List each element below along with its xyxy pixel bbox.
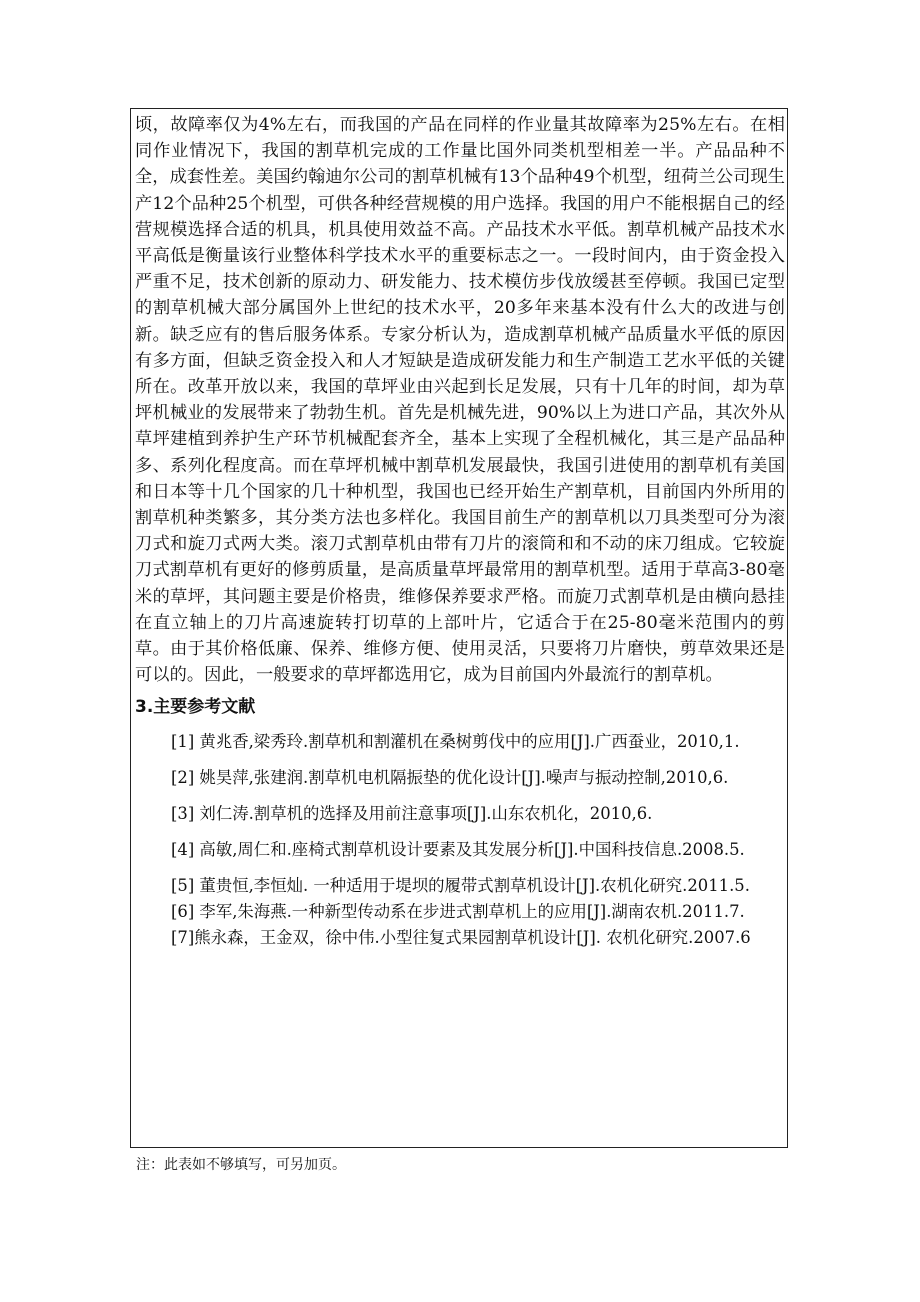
footer-note: 注：此表如不够填写，可另加页。 [136, 1157, 346, 1173]
body-paragraph: 顷，故障率仅为4%左右，而我国的产品在同样的作业量其故障率为25%左右。在相同作业情况下，我国的割草机完成的工作量比国外同类机型相差一半。产品品种不全，成套性差。美国约翰迪尔公司的割草机械有13个品种49个机型，纽荷兰公司现生产12个品种25个机型，可供各种经营规模的用户选择。我国的用户不能根据自己的经营规模选择合适的机具，机具使用效益不高。产品技术水平低。割草机械产品技术水平高低是衡量该行业整体科学技术水平的重要标志之一。一段时间内，由于资金投入严重不足，技术创新的原动力、研发能力、技术模仿步伐放缓甚至停顿。我国已定型的割草机械大部分属国外上世纪的技术水平，20多年来基本没有什么大的改进与创新。缺乏应有的售后服务体系。专家分析认为，造成割草机械产品质量水平低的原因有多方面，但缺乏资金投入和人才短缺是造成研发能力和生产制造工艺水平低的关键所在。改革开放以来，我国的草坪业由兴起到长足发展，只有十几年的时间，却为草坪机械业的发展带来了勃勃生机。首先是机械先进，90%以上为进口产品，其次外从草坪建植到养护生产环节机械配套齐全，基本上实现了全程机械化，其三是产品品种多、系列化程度高。而在草坪机械中割草机发展最快，我国引进使用的割草机有美国和日本等十几个国家的几十种机型，我国也已经开始生产割草机，目前国内外所用的割草机种类繁多，其分类方法也多样化。我国目前生产的割草机以刀具类型可分为滚刀式和旋刀式两大类。滚刀式割草机由带有刀片的滚筒和和不动的床刀组成。它较旋刀式割草机有更好的修剪质量，是高质量草坪最常用的割草机型。适用于草高3-80毫米的草坪，其问题主要是价格贵，维修保养要求严格。而旋刀式割草机是由横向悬挂在直立轴上的刀片高速旋转打切草的上部叶片，它适合于在25-80毫米范围内的剪草。由于其价格低廉、保养、维修方便、使用灵活，只要将刀片磨快，剪草效果还是可以的。因此，一般要求的草坪都选用它，成为目前国内外最流行的割草机。 [135, 115, 785, 686]
reference-list [171, 729, 779, 951]
form-table-cell [130, 108, 788, 1148]
reference-item-6: [6] 李军,朱海燕.一种新型传动系在步进式割草机上的应用[J].湖南农机.2011.7. [171, 902, 745, 921]
reference-item-5: [5] 董贵恒,李恒灿. 一种适用于堤坝的履带式割草机设计[J].农机化研究.2011.5. [171, 876, 750, 895]
reference-item-4: [4] 高敏,周仁和.座椅式割草机设计要素及其发展分析[J].中国科技信息.2008.5. [171, 840, 745, 859]
section-title-references: 3.主要参考文献 [135, 697, 256, 717]
reference-item-3: [3] 刘仁涛.割草机的选择及用前注意事项[J].山东农机化，2010,6. [171, 804, 653, 823]
reference-item-1: [1] 黄兆香,梁秀玲.割草机和割灌机在桑树剪伐中的应用[J].广西蚕业，2010,1. [171, 732, 740, 751]
reference-item-7: [7]熊永森，王金双，徐中伟.小型往复式果园割草机设计[J]. 农机化研究.2007.6 [171, 928, 751, 947]
reference-item-2: [2] 姚昊萍,张建润.割草机电机隔振垫的优化设计[J].噪声与振动控制,2010,6. [171, 768, 729, 787]
